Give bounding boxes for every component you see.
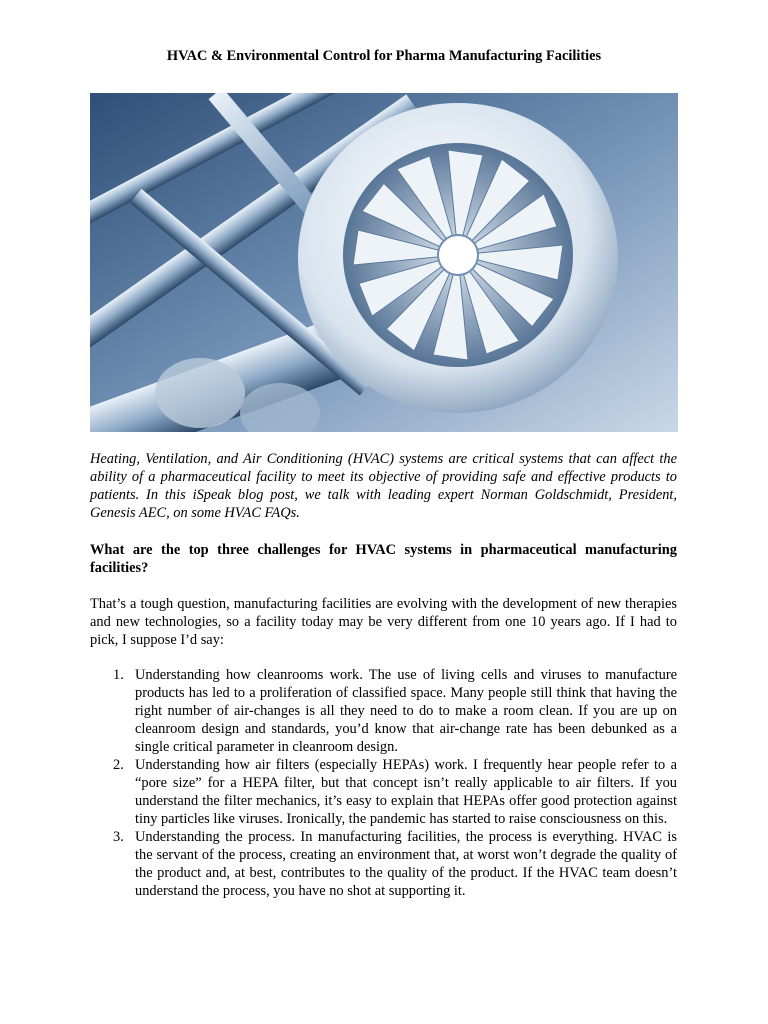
list-item [90, 666, 677, 756]
document-title: HVAC & Environmental Control for Pharma Manufacturing Facilities [166, 48, 602, 64]
photo-hvac-fan-icon [90, 93, 678, 432]
list-item-text: Understanding how cleanrooms work. The use of living cells and viruses to manufacture products has led to a proliferation of classified space. Many people still think that having the right number of air-changes is all they need to do to make a room clean. If you are up on cleanroom design and standards, you’d know that air-change rate has been debunked as a single critical parameter in cleanroom design. [135, 667, 677, 755]
list-item [90, 828, 677, 900]
list-item-text: Understanding the process. In manufacturing facilities, the process is everything. HVAC is the servant of the process, creating an environment that, at worst won’t degrade the quality of the product and, at best, contributes to the quality of the product. If the HVAC team doesn’t understand the process, you have no shot at supporting it. [135, 829, 677, 899]
list-item-number: 3. [113, 829, 124, 845]
intro-paragraph: Heating, Ventilation, and Air Conditioning (HVAC) systems are critical systems that can affect the ability of a pharmaceutical facility to meet its objective of providing safe and effective products to patients. In this iSpeak blog post, we talk with leading expert Norman Goldschmidt, President, Genesis AEC, on some HVAC FAQs. [90, 451, 677, 521]
faq-answer: That’s a tough question, manufacturing facilities are evolving with the development of new therapies and new technologies, so a facility today may be very different from one 10 years ago. If I had to pick, I suppose I’d say: [90, 596, 677, 648]
list-item [90, 756, 677, 828]
list-item-number: 2. [113, 757, 124, 773]
challenges-list [90, 666, 677, 900]
hvac-fan-photo [90, 93, 678, 432]
list-item-number: 1. [113, 667, 124, 683]
list-item-text: Understanding how air filters (especially HEPAs) work. I frequently hear people refer to a “pore size” for a HEPA filter, but that concept isn’t really applicable to air filters. If you understand the filter mechanics, it’s easy to explain that HEPAs offer good protection against tiny particles like viruses. Ironically, the pandemic has started to raise consciousness on this. [135, 757, 677, 827]
faq-question: What are the top three challenges for HVAC systems in pharmaceutical manufacturing facilities? [90, 542, 677, 576]
